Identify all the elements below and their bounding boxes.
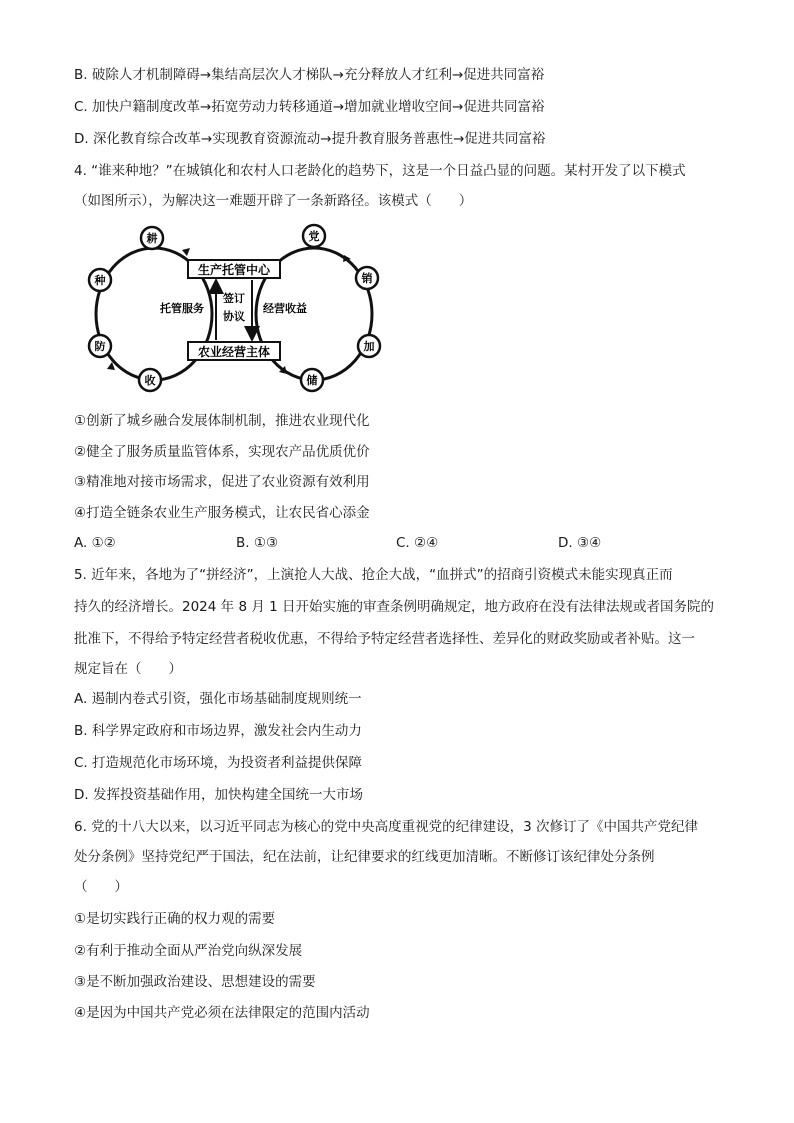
q4-stem-line-1: 4. “谁来种地？”在城镇化和农村人口老龄化的趋势下，这是一个日益凸显的问题。某村开发了以下模式 xyxy=(74,163,686,179)
q4-option-d: D. ③④ xyxy=(558,535,602,551)
q6-stem-line-1: 6. 党的十八大以来，以习近平同志为核心的党中央高度重视党的纪律建设，3 次修订了《中国共产党纪律 xyxy=(74,819,699,835)
label-left: 托管服务 xyxy=(160,302,204,315)
svg-text:防: 防 xyxy=(94,340,106,353)
node-harvest xyxy=(139,369,161,391)
q5-option-b: B. 科学界定政府和市场边界，激发社会内生动力 xyxy=(74,723,362,739)
q3-option-b: B. 破除人才机制障碍→集结高层次人才梯队→充分释放人才红利→促进共同富裕 xyxy=(74,67,545,83)
svg-text:收: 收 xyxy=(144,374,156,387)
q4-option-b: B. ①③ xyxy=(236,535,279,551)
node-plow xyxy=(141,227,163,249)
svg-text:储: 储 xyxy=(306,374,318,387)
q4-option-c: C. ②④ xyxy=(396,535,439,551)
node-store xyxy=(301,369,323,391)
q4-option-a: A. ①② xyxy=(74,535,116,551)
q4-diagram xyxy=(82,220,392,398)
loop-arrowhead xyxy=(182,248,190,256)
q4-item-3: ③精准地对接市场需求，促进了农业资源有效利用 xyxy=(74,474,370,490)
svg-text:加: 加 xyxy=(363,340,375,353)
q5-stem-line-2: 持久的经济增长。2024 年 8 月 1 日开始实施的审查条例明确规定，地方政府在没有法律法规或者国务院的 xyxy=(74,599,714,615)
q4-item-2: ②健全了服务质量监管体系，实现农产品优质优价 xyxy=(74,444,370,460)
q3-option-d: D. 深化教育综合改革→实现教育资源流动→提升教育服务普惠性→促进共同富裕 xyxy=(74,131,546,147)
center-top-label: 生产托管中心 xyxy=(197,263,271,277)
label-middle-1: 签订 xyxy=(223,292,245,305)
label-middle-2: 协议 xyxy=(223,310,245,323)
q4-item-4: ④打造全链条农业生产服务模式，让农民省心添金 xyxy=(74,505,370,521)
q6-stem-line-2: 处分条例》坚持党纪严于国法，纪在法前，让纪律要求的红线更加清晰。不断修订该纪律处分条例 xyxy=(74,849,655,865)
q5-option-d: D. 发挥投资基础作用，加快构建全国统一大市场 xyxy=(74,787,363,803)
q6-item-4: ④是因为中国共产党必须在法律限定的范围内活动 xyxy=(74,1005,370,1021)
svg-text:党: 党 xyxy=(308,230,320,243)
q5-option-c: C. 打造规范化市场环境，为投资者利益提供保障 xyxy=(74,755,363,771)
q5-stem-line-1: 5. 近年来，各地为了“拼经济”，上演抢人大战、抢企大战，“血拼式”的招商引资模式未能实现真正而 xyxy=(74,567,673,583)
q6-item-3: ③是不断加强政治建设、思想建设的需要 xyxy=(74,974,316,990)
q5-stem-line-3: 批准下，不得给予特定经营者税收优惠，不得给予特定经营者选择性、差异化的财政奖励或者补贴。这一 xyxy=(74,631,695,647)
center-bottom-label: 农业经营主体 xyxy=(197,345,271,359)
svg-text:耕: 耕 xyxy=(146,232,158,245)
node-plant xyxy=(89,269,111,291)
q4-stem-line-2: （如图所示），为解决这一难题开辟了一条新路径。该模式（ ） xyxy=(74,193,473,209)
svg-text:种: 种 xyxy=(94,274,106,287)
q6-stem-line-3: （ ） xyxy=(74,879,128,895)
q6-item-2: ②有利于推动全面从严治党向纵深发展 xyxy=(74,943,303,959)
q6-item-1: ①是切实践行正确的权力观的需要 xyxy=(74,911,276,927)
q4-options xyxy=(74,535,714,553)
label-right: 经营收益 xyxy=(263,302,307,315)
svg-text:销: 销 xyxy=(361,272,373,285)
q5-stem-line-4: 规定旨在（ ） xyxy=(74,661,182,677)
node-sell xyxy=(356,267,378,289)
q5-option-a: A. 遏制内卷式引资，强化市场基础制度规则统一 xyxy=(74,691,362,707)
q3-option-c: C. 加快户籍制度改革→拓宽劳动力转移通道→增加就业增收空间→促进共同富裕 xyxy=(74,99,545,115)
q4-item-1: ①创新了城乡融合发展体制机制，推进农业现代化 xyxy=(74,413,370,429)
node-party xyxy=(303,225,325,247)
node-process xyxy=(358,335,380,357)
node-protect xyxy=(89,335,111,357)
